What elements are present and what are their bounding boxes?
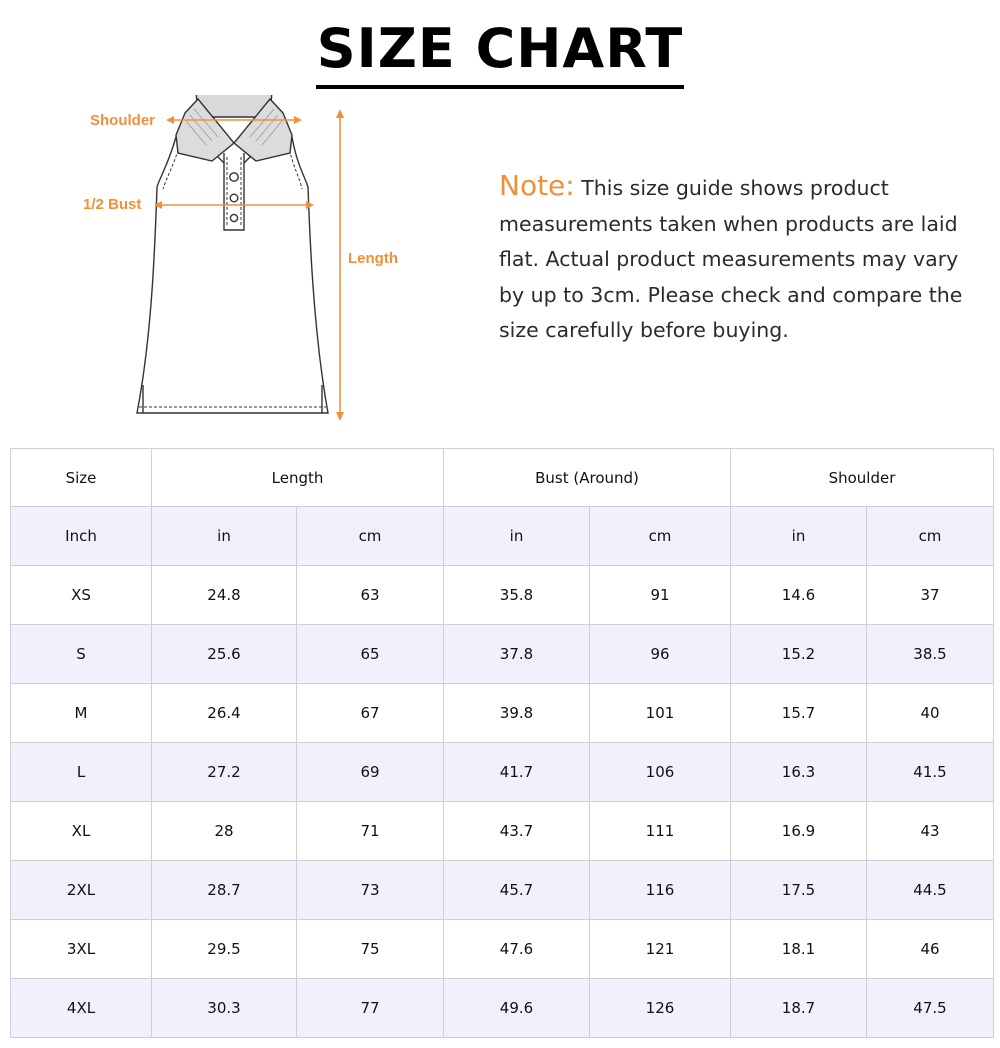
cell-length-in: 25.6: [152, 625, 297, 684]
size-table: [10, 448, 994, 1038]
table-row: [11, 802, 994, 861]
cell-length-cm: 69: [297, 743, 444, 802]
cell-size: 3XL: [11, 920, 152, 979]
cell-shoulder-cm: 46: [867, 920, 994, 979]
cell-shoulder-in: 16.3: [731, 743, 867, 802]
cell-length-in: 27.2: [152, 743, 297, 802]
cell-length-in: 28.7: [152, 861, 297, 920]
cell-shoulder-cm: 47.5: [867, 979, 994, 1038]
header-length: Length: [152, 449, 444, 507]
measurement-diagram: [0, 95, 470, 440]
cell-length-in: 24.8: [152, 566, 297, 625]
cell-shoulder-cm: 43: [867, 802, 994, 861]
length-label: Length: [348, 250, 398, 267]
cell-length-cm: 67: [297, 684, 444, 743]
cell-size: 2XL: [11, 861, 152, 920]
cell-length-cm: 77: [297, 979, 444, 1038]
cell-bust-in: 45.7: [444, 861, 590, 920]
cell-bust-in: 39.8: [444, 684, 590, 743]
unit-bust-cm: cm: [590, 507, 731, 566]
unit-bust-in: in: [444, 507, 590, 566]
cell-bust-cm: 96: [590, 625, 731, 684]
bust-label: 1/2 Bust: [83, 196, 142, 213]
cell-length-cm: 71: [297, 802, 444, 861]
cell-bust-cm: 106: [590, 743, 731, 802]
cell-bust-in: 47.6: [444, 920, 590, 979]
header-size: Size: [11, 449, 152, 507]
unit-shoulder-in: in: [731, 507, 867, 566]
cell-shoulder-in: 14.6: [731, 566, 867, 625]
cell-shoulder-in: 17.5: [731, 861, 867, 920]
cell-size: XL: [11, 802, 152, 861]
page-title-text: SIZE CHART: [316, 17, 684, 80]
title-underline: [316, 85, 684, 89]
cell-shoulder-cm: 41.5: [867, 743, 994, 802]
cell-shoulder-cm: 37: [867, 566, 994, 625]
note-label: Note:: [499, 169, 575, 202]
cell-size: M: [11, 684, 152, 743]
cell-shoulder-in: 15.7: [731, 684, 867, 743]
cell-shoulder-in: 16.9: [731, 802, 867, 861]
note-paragraph: [499, 168, 969, 349]
table-row: [11, 684, 994, 743]
cell-bust-in: 37.8: [444, 625, 590, 684]
page-title: [0, 18, 1000, 88]
table-row: [11, 743, 994, 802]
cell-bust-cm: 91: [590, 566, 731, 625]
cell-bust-in: 49.6: [444, 979, 590, 1038]
cell-length-in: 29.5: [152, 920, 297, 979]
cell-length-cm: 65: [297, 625, 444, 684]
table-row: [11, 861, 994, 920]
cell-size: 4XL: [11, 979, 152, 1038]
table-row: [11, 979, 994, 1038]
cell-shoulder-cm: 38.5: [867, 625, 994, 684]
cell-shoulder-in: 15.2: [731, 625, 867, 684]
cell-length-cm: 63: [297, 566, 444, 625]
cell-shoulder-in: 18.1: [731, 920, 867, 979]
cell-shoulder-cm: 40: [867, 684, 994, 743]
unit-length-cm: cm: [297, 507, 444, 566]
shoulder-label: Shoulder: [90, 112, 156, 129]
note-text: This size guide shows product measurements taken when products are laid flat. Actual product measurements may vary by up to 3cm. Please check and compare the size carefully before buying.: [499, 176, 963, 343]
header-shoulder: Shoulder: [731, 449, 994, 507]
cell-size: S: [11, 625, 152, 684]
cell-size: XS: [11, 566, 152, 625]
cell-bust-cm: 111: [590, 802, 731, 861]
cell-length-in: 28: [152, 802, 297, 861]
cell-bust-in: 43.7: [444, 802, 590, 861]
header-row: [11, 449, 994, 507]
table-row: [11, 920, 994, 979]
unit-shoulder-cm: cm: [867, 507, 994, 566]
cell-bust-in: 35.8: [444, 566, 590, 625]
cell-bust-in: 41.7: [444, 743, 590, 802]
cell-length-cm: 73: [297, 861, 444, 920]
unit-label: Inch: [11, 507, 152, 566]
cell-length-cm: 75: [297, 920, 444, 979]
unit-row: [11, 507, 994, 566]
header-bust: Bust (Around): [444, 449, 731, 507]
cell-shoulder-in: 18.7: [731, 979, 867, 1038]
cell-bust-cm: 126: [590, 979, 731, 1038]
sleeveless-polo-shirt-icon: [137, 95, 328, 413]
cell-bust-cm: 121: [590, 920, 731, 979]
table-row: [11, 566, 994, 625]
cell-shoulder-cm: 44.5: [867, 861, 994, 920]
unit-length-in: in: [152, 507, 297, 566]
cell-length-in: 26.4: [152, 684, 297, 743]
cell-bust-cm: 101: [590, 684, 731, 743]
table-row: [11, 625, 994, 684]
cell-length-in: 30.3: [152, 979, 297, 1038]
cell-bust-cm: 116: [590, 861, 731, 920]
cell-size: L: [11, 743, 152, 802]
